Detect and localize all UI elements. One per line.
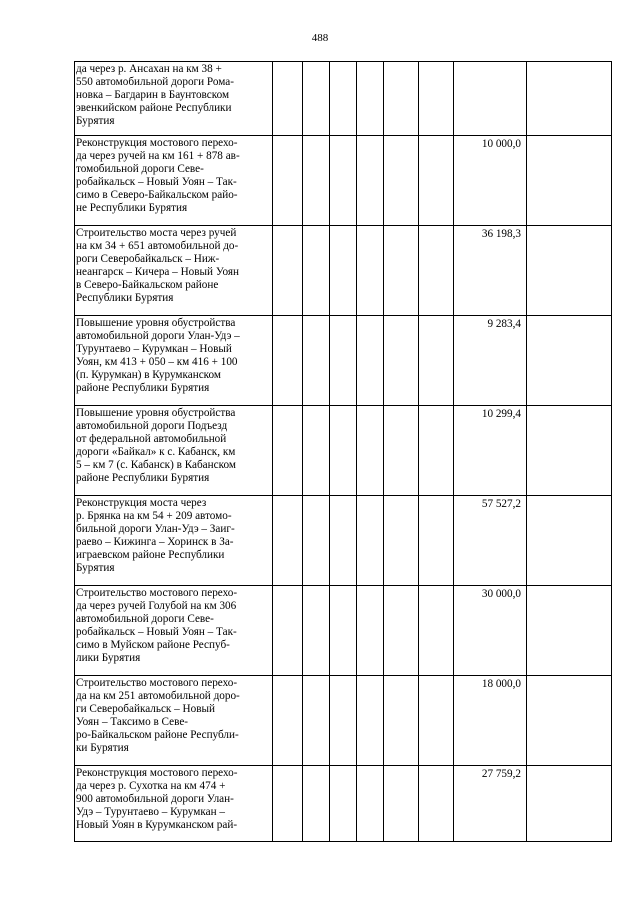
- empty-cell: [330, 316, 357, 406]
- empty-cell: [527, 62, 612, 136]
- empty-cell: [419, 136, 454, 226]
- empty-cell: [303, 316, 330, 406]
- empty-cell: [357, 316, 384, 406]
- project-name: Строительство мостового перехо- да через ручей Голубой на км 306 автомобильной дороги Севе- робайкальск – Новый Уоян – Так- симо в Муйском районе Респуб- лики Бурятия: [76, 587, 238, 664]
- empty-cell: [330, 406, 357, 496]
- empty-cell: [330, 766, 357, 842]
- empty-cell: [273, 62, 303, 136]
- empty-cell: [419, 586, 454, 676]
- table-row: [75, 586, 612, 676]
- empty-cell: [273, 586, 303, 676]
- empty-cell: [303, 586, 330, 676]
- empty-cell: [527, 676, 612, 766]
- empty-cell: [384, 676, 419, 766]
- empty-cell: [357, 136, 384, 226]
- empty-cell: [303, 136, 330, 226]
- empty-cell: [357, 676, 384, 766]
- project-name: Повышение уровня обустройства автомобильной дороги Подъезд от федеральной автомобильной дороги «Байкал» к с. Кабанск, км 5 – км 7 (с. Кабанск) в Кабанском районе Республики Бурятия: [76, 407, 236, 484]
- empty-cell: [273, 136, 303, 226]
- empty-cell: [303, 766, 330, 842]
- empty-cell: [419, 316, 454, 406]
- project-name-cell: [75, 496, 273, 586]
- empty-cell: [527, 406, 612, 496]
- empty-cell: [384, 766, 419, 842]
- project-name-cell: [75, 586, 273, 676]
- empty-cell: [330, 136, 357, 226]
- empty-cell: [384, 316, 419, 406]
- budget-table: [74, 61, 612, 842]
- table-row: [75, 676, 612, 766]
- empty-cell: [419, 226, 454, 316]
- table-row: [75, 406, 612, 496]
- table-row: [75, 316, 612, 406]
- project-name-cell: [75, 406, 273, 496]
- project-name: Повышение уровня обустройства автомобильной дороги Улан-Удэ – Турунтаево – Курумкан – Новый Уоян, км 413 + 050 – км 416 + 100 (п. Курумкан) в Курумканском районе Республики Бурятия: [76, 317, 240, 394]
- project-name-cell: [75, 226, 273, 316]
- empty-cell: [357, 406, 384, 496]
- empty-cell: [419, 676, 454, 766]
- amount-cell: 27 759,2: [454, 766, 527, 842]
- amount-cell: [454, 62, 527, 136]
- empty-cell: [273, 496, 303, 586]
- empty-cell: [273, 406, 303, 496]
- table-row: [75, 226, 612, 316]
- empty-cell: [303, 496, 330, 586]
- table-row: [75, 62, 612, 136]
- project-name-cell: [75, 766, 273, 842]
- empty-cell: [527, 766, 612, 842]
- empty-cell: [384, 62, 419, 136]
- amount-cell: 36 198,3: [454, 226, 527, 316]
- empty-cell: [384, 136, 419, 226]
- empty-cell: [419, 766, 454, 842]
- empty-cell: [384, 586, 419, 676]
- empty-cell: [527, 226, 612, 316]
- empty-cell: [303, 676, 330, 766]
- empty-cell: [357, 496, 384, 586]
- empty-cell: [527, 586, 612, 676]
- empty-cell: [527, 496, 612, 586]
- empty-cell: [384, 496, 419, 586]
- page-number: 488: [311, 32, 329, 44]
- empty-cell: [273, 766, 303, 842]
- amount-cell: 9 283,4: [454, 316, 527, 406]
- empty-cell: [273, 676, 303, 766]
- empty-cell: [357, 226, 384, 316]
- empty-cell: [330, 226, 357, 316]
- empty-cell: [357, 766, 384, 842]
- project-name: да через р. Ансахан на км 38 + 550 автомобильной дороги Рома- новка – Багдарин в Баунтовском эвенкийском районе Республики Бурятия: [76, 63, 234, 127]
- empty-cell: [330, 496, 357, 586]
- empty-cell: [419, 406, 454, 496]
- empty-cell: [303, 226, 330, 316]
- project-name: Реконструкция мостового перехо- да через ручей на км 161 + 878 ав- томобильной дороги Севе- робайкальск – Новый Уоян – Так- симо в Северо-Байкальском райо- не Республики Бурятия: [76, 137, 240, 214]
- empty-cell: [303, 62, 330, 136]
- budget-table-body: [75, 62, 612, 842]
- table-row: [75, 496, 612, 586]
- amount-cell: 30 000,0: [454, 586, 527, 676]
- table-row: [75, 766, 612, 842]
- project-name: Реконструкция моста через р. Брянка на км 54 + 209 автомо- бильной дороги Улан-Удэ – Заиг- раево – Кижинга – Хоринск в За- играевском районе Республики Бурятия: [76, 497, 235, 574]
- project-name: Строительство мостового перехо- да на км 251 автомобильной доро- ги Северобайкальск – Новый Уоян – Таксимо в Севе- ро-Байкальском районе Республи- ки Бурятия: [76, 677, 240, 754]
- project-name-cell: [75, 676, 273, 766]
- table-row: [75, 136, 612, 226]
- project-name-cell: [75, 136, 273, 226]
- amount-cell: 10 299,4: [454, 406, 527, 496]
- amount-cell: 10 000,0: [454, 136, 527, 226]
- amount-cell: 57 527,2: [454, 496, 527, 586]
- empty-cell: [419, 62, 454, 136]
- amount-cell: 18 000,0: [454, 676, 527, 766]
- empty-cell: [330, 62, 357, 136]
- project-name: Строительство моста через ручей на км 34 + 651 автомобильной до- роги Северобайкальск – Ниж- неангарск – Кичера – Новый Уоян в Северо-Байкальском районе Республики Бурятия: [76, 227, 239, 304]
- empty-cell: [273, 226, 303, 316]
- empty-cell: [357, 586, 384, 676]
- empty-cell: [419, 496, 454, 586]
- empty-cell: [357, 62, 384, 136]
- empty-cell: [527, 316, 612, 406]
- empty-cell: [330, 586, 357, 676]
- empty-cell: [527, 136, 612, 226]
- project-name: Реконструкция мостового перехо- да через р. Сухотка на км 474 + 900 автомобильной дороги Улан- Удэ – Турунтаево – Курумкан – Новый Уоян в Курумканском рай-: [76, 767, 238, 831]
- empty-cell: [384, 406, 419, 496]
- empty-cell: [384, 226, 419, 316]
- empty-cell: [303, 406, 330, 496]
- empty-cell: [273, 316, 303, 406]
- project-name-cell: [75, 62, 273, 136]
- project-name-cell: [75, 316, 273, 406]
- empty-cell: [330, 676, 357, 766]
